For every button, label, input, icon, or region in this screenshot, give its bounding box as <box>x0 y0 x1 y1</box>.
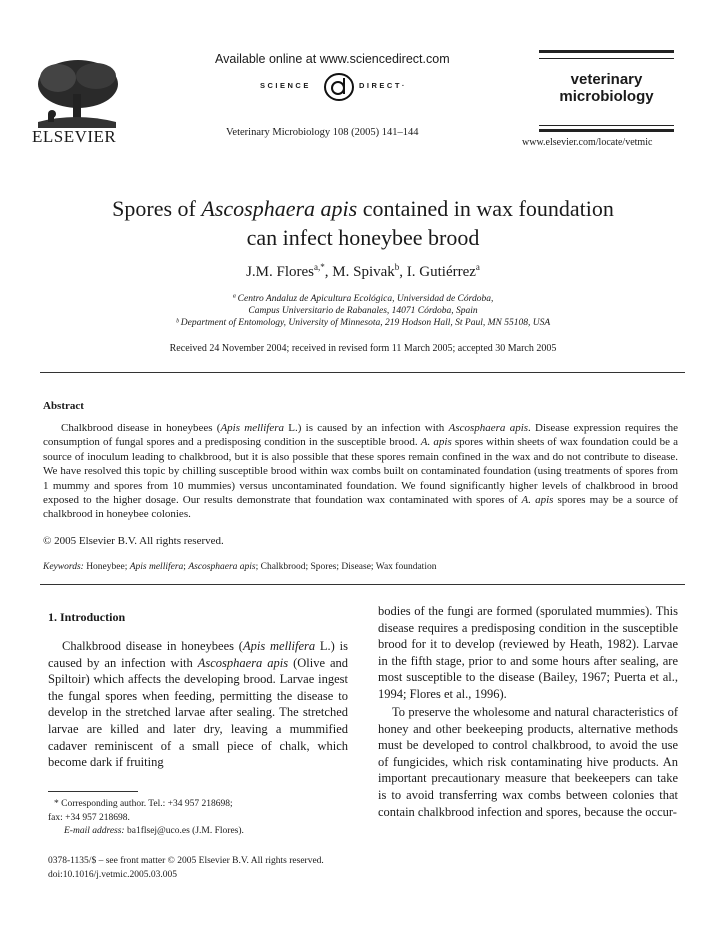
title-italic: Ascosphaera apis <box>201 196 358 221</box>
abstract-text: spores within sheets of wax foundation could be a source of inoculum leading to chalkbrood, but it is also possible that these spores remain confined in the wax and do not contribute to disease. We have resolved this topic by chilling susceptible brood within wax combs built on contaminated foundation (using treatments of spores from 1 mummy and spores from 10 mummies) versus uncontaminated foundation. We found significantly higher levels of chalkbrood in brood exposed to the higher dosage. Our results demonstrate that foundation wax contaminated with spores of <box>43 436 678 507</box>
intro-text: (Olive and Spiltoir) which affects the developing brood. Larvae ingest the fungal spores when feeding, permitting the disease to develop in the stretched larvae after sealing. The stretched larvae are killed and later dry, leaving a mummified cadaver reminiscent of a small piece of chalk, which become dark if fruiting <box>48 655 348 770</box>
elsevier-tree-logo <box>28 58 124 128</box>
doi-line[interactable]: doi:10.1016/j.vetmic.2005.03.005 <box>48 870 178 880</box>
footnote-line1: * Corresponding author. Tel.: +34 957 218698; <box>54 799 233 809</box>
section-heading-introduction: 1. Introduction <box>48 610 126 624</box>
title-text: Spores of <box>112 196 202 221</box>
journal-rule <box>539 125 674 126</box>
author-3[interactable]: I. Gutiérrez <box>406 264 476 280</box>
footnote-line2: fax: +34 957 218698. <box>48 812 130 823</box>
intro-paragraph-1-cont: bodies of the fungi are formed (sporulated mummies). This disease requires a predisposing condition in the susceptible brood for it to develop (reviewed by Heath, 1982). Larvae in the fifth stage, prior to and some hours after sealing, are most susceptible to the disease (Bailey, 1967; Puerta et al., 1994; Flores et al., 1996). <box>378 604 678 701</box>
intro-text: L.) is caused by an infection with <box>48 639 348 670</box>
available-online-line[interactable]: Available online at www.sciencedirect.com <box>215 52 450 66</box>
email-label: E-mail address: <box>64 826 125 836</box>
abstract-italic: Ascosphaera apis <box>448 422 529 434</box>
publisher-name: ELSEVIER <box>32 127 117 146</box>
abstract-italic: A. apis <box>521 494 554 507</box>
keywords-text: ; Chalkbrood; Spores; Disease; Wax foundation <box>255 562 437 572</box>
intro-paragraph-1 <box>48 638 348 771</box>
author-list: J.M. Flores$^{a,*}$, M. Spivak$^b$, I. Gutiérrez$^a$ <box>246 262 480 280</box>
email-value[interactable]: ba1flsej@uco.es (J.M. Flores). <box>124 826 244 836</box>
author-3-sup: a <box>475 262 480 272</box>
abstract-italic: A. apis <box>420 436 452 449</box>
author-1-sup: a,* <box>314 262 325 272</box>
keywords-italic: Apis mellifera <box>129 562 184 572</box>
sciencedirect-logo <box>258 72 418 102</box>
footnote-rule <box>48 791 138 792</box>
abstract-italic: Apis mellifera <box>220 422 284 434</box>
journal-rule <box>539 129 674 132</box>
intro-paragraph-2: To preserve the wholesome and natural characteristics of honey and other beekeeping products, alternative methods must be developed to control chalkbrood, to avoid the use of fungicides, which risk contaminating hive products. An important precautionary measure that beekeepers can take is to avoid transferring wax combs between colonies that contain chalkbrood infection and spores, because the occur- <box>378 705 678 819</box>
sd-at-icon <box>322 72 356 102</box>
abstract-heading: Abstract <box>43 400 84 412</box>
title-line2: can infect honeybee brood <box>246 225 480 250</box>
intro-italic: Apis mellifera <box>242 639 316 653</box>
divider <box>40 584 685 585</box>
journal-citation: Veterinary Microbiology 108 (2005) 141–144 <box>226 127 419 138</box>
affiliation-a-line2: Campus Universitario de Rabanales, 14071 Córdoba, Spain <box>248 306 478 316</box>
footnote-email <box>48 825 348 839</box>
article-title <box>40 194 686 252</box>
footnote <box>48 798 348 839</box>
journal-name <box>539 71 674 105</box>
keywords-text: ; <box>183 562 189 572</box>
keywords-italic: Ascosphaera apis <box>188 562 256 572</box>
journal-url[interactable]: www.elsevier.com/locate/vetmic <box>522 137 653 148</box>
received-dates: Received 24 November 2004; received in revised form 11 March 2005; accepted 30 March 2005 <box>169 343 557 354</box>
journal-rule <box>539 58 674 59</box>
sd-left-text: SCIENCE <box>260 81 311 90</box>
abstract-text: spores may be a source of chalkbrood in honeybee colonies. <box>43 494 678 521</box>
keywords <box>43 562 683 572</box>
journal-name-line1: veterinary <box>570 71 643 88</box>
keywords-text: Honeybee; <box>83 562 130 572</box>
affiliation-a-line1: ª Centro Andaluz de Apicultura Ecológica, Universidad de Córdoba, <box>232 294 494 304</box>
abstract-text: . Disease expression requires the consumption of fungal spores and a predisposing condition in the susceptible brood. <box>43 422 678 449</box>
author-1[interactable]: J.M. Flores <box>246 264 315 280</box>
issn-line: 0378-1135/$ – see front matter © 2005 Elsevier B.V. All rights reserved. <box>48 856 324 866</box>
sd-right-text: DIRECT· <box>359 81 407 90</box>
abstract-copyright: © 2005 Elsevier B.V. All rights reserved. <box>43 535 224 547</box>
intro-italic: Ascosphaera apis <box>197 655 289 670</box>
abstract-body <box>43 421 678 522</box>
author-2[interactable]: M. Spivak <box>332 264 395 280</box>
keywords-label: Keywords: <box>43 562 84 572</box>
abstract-text: Chalkbrood disease in honeybees ( <box>61 422 221 434</box>
author-2-sup: b <box>394 262 400 272</box>
journal-name-line2: microbiology <box>559 88 654 105</box>
affiliation-b: ᵇ Department of Entomology, University of Minnesota, 219 Hodson Hall, St Paul, MN 55108, USA <box>175 318 551 328</box>
title-text: contained in wax foundation <box>357 196 614 221</box>
journal-rule <box>539 50 674 53</box>
intro-text: Chalkbrood disease in honeybees ( <box>62 639 243 653</box>
abstract-text: L.) is caused by an infection with <box>283 422 449 434</box>
divider <box>40 372 685 373</box>
